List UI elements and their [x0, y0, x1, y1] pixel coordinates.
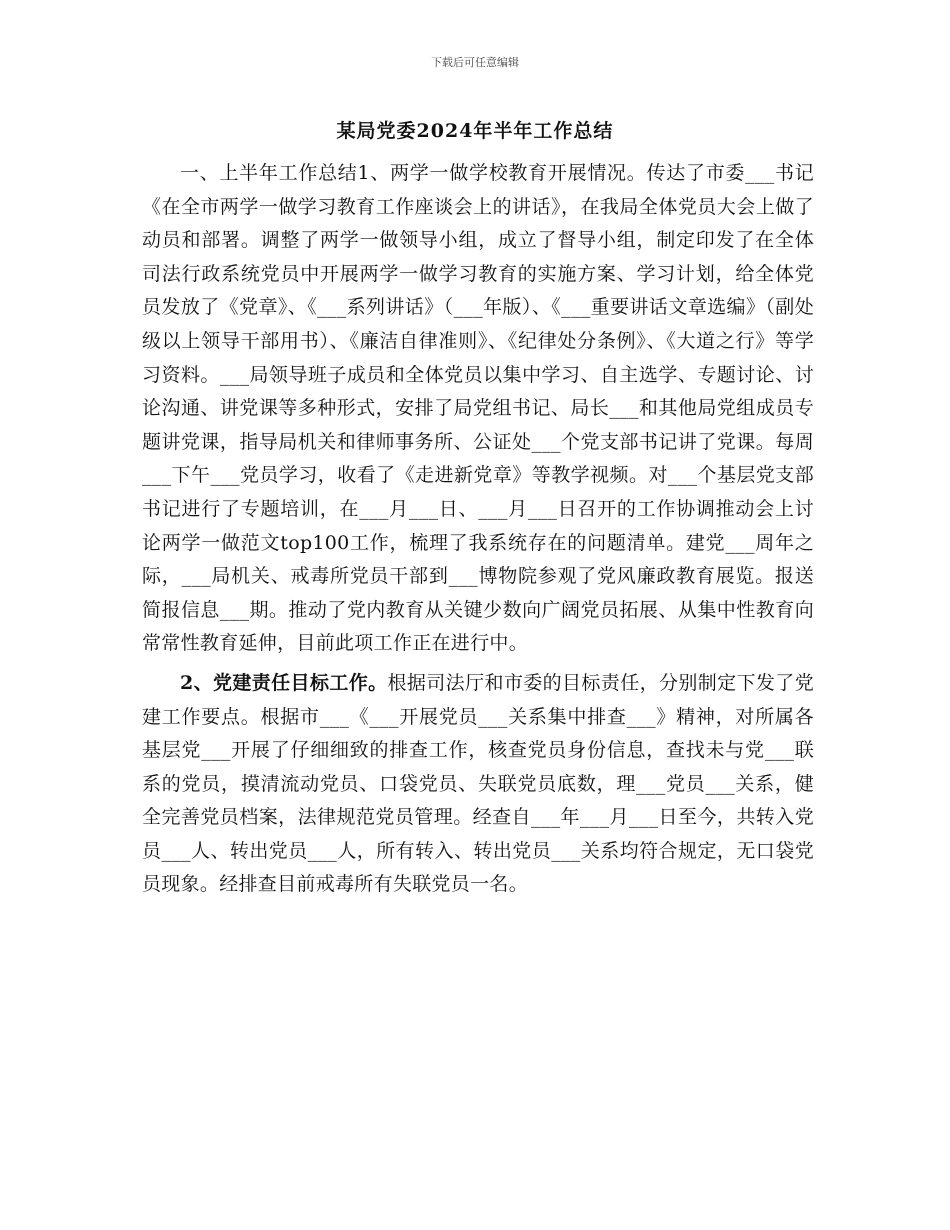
document-title: 某局党委2024年半年工作总结: [336, 120, 614, 142]
document-body: [142, 157, 814, 908]
paragraph-2-heading: 2、党建责任目标工作。: [180, 671, 388, 694]
paragraph-1: 一、上半年工作总结1、两学一做学校教育开展情况。传达了市委___书记《在全市两学一做学习教育工作座谈会上的讲话》，在我局全体党员大会上做了动员和部署。调整了两学一做领导小组，成立了督导小组，制定印发了在全体司法行政系统党员中开展两学一做学习教育的实施方案、学习计划，给全体党员发放了《党章》、《___系列讲话》（___年版）、《___重要讲话文章选编》（副处级以上领导干部用书）、《廉洁自律准则》、《纪律处分条例》、《大道之行》等学习资料。___局领导班子成员和全体党员以集中学习、自主选学、专题讨论、讨论沟通、讲党课等多种形式，安排了局党组书记、局长___和其他局党组成员专题讲党课，指导局机关和律师事务所、公证处___个党支部书记讲了党课。每周___下午___党员学习，收看了《走进新党章》等教学视频。对___个基层党支部书记进行了专题培训，在___月___日、___月___日召开的工作协调推动会上讨论两学一做范文top100工作，梳理了我系统存在的问题清单。建党___周年之际，___局机关、戒毒所党员干部到___博物院参观了党风廉政教育展览。报送简报信息___期。推动了党内教育从关键少数向广阔党员拓展、从集中性教育向常常性教育延伸，目前此项工作正在进行中。: [142, 162, 814, 655]
download-note: 下载后可任意编辑: [431, 56, 519, 69]
paragraph-2-body: 根据司法厅和市委的目标责任，分别制定下发了党建工作要点。根据市___《___开展党员___关系集中排查___》精神，对所属各基层党___开展了仔细细致的排查工作，核查党员身份信息，查找未与党___联系的党员，摸清流动党员、口袋党员、失联党员底数，理___党员___关系，健全完善党员档案，法律规范党员管理。经查自___年___月___日至今，共转入党员___人、转出党员___人，所有转入、转出党员___关系均符合规定，无口袋党员现象。经排查目前戒毒所有失联党员一名。: [142, 671, 814, 896]
paragraph-2: [142, 667, 814, 902]
